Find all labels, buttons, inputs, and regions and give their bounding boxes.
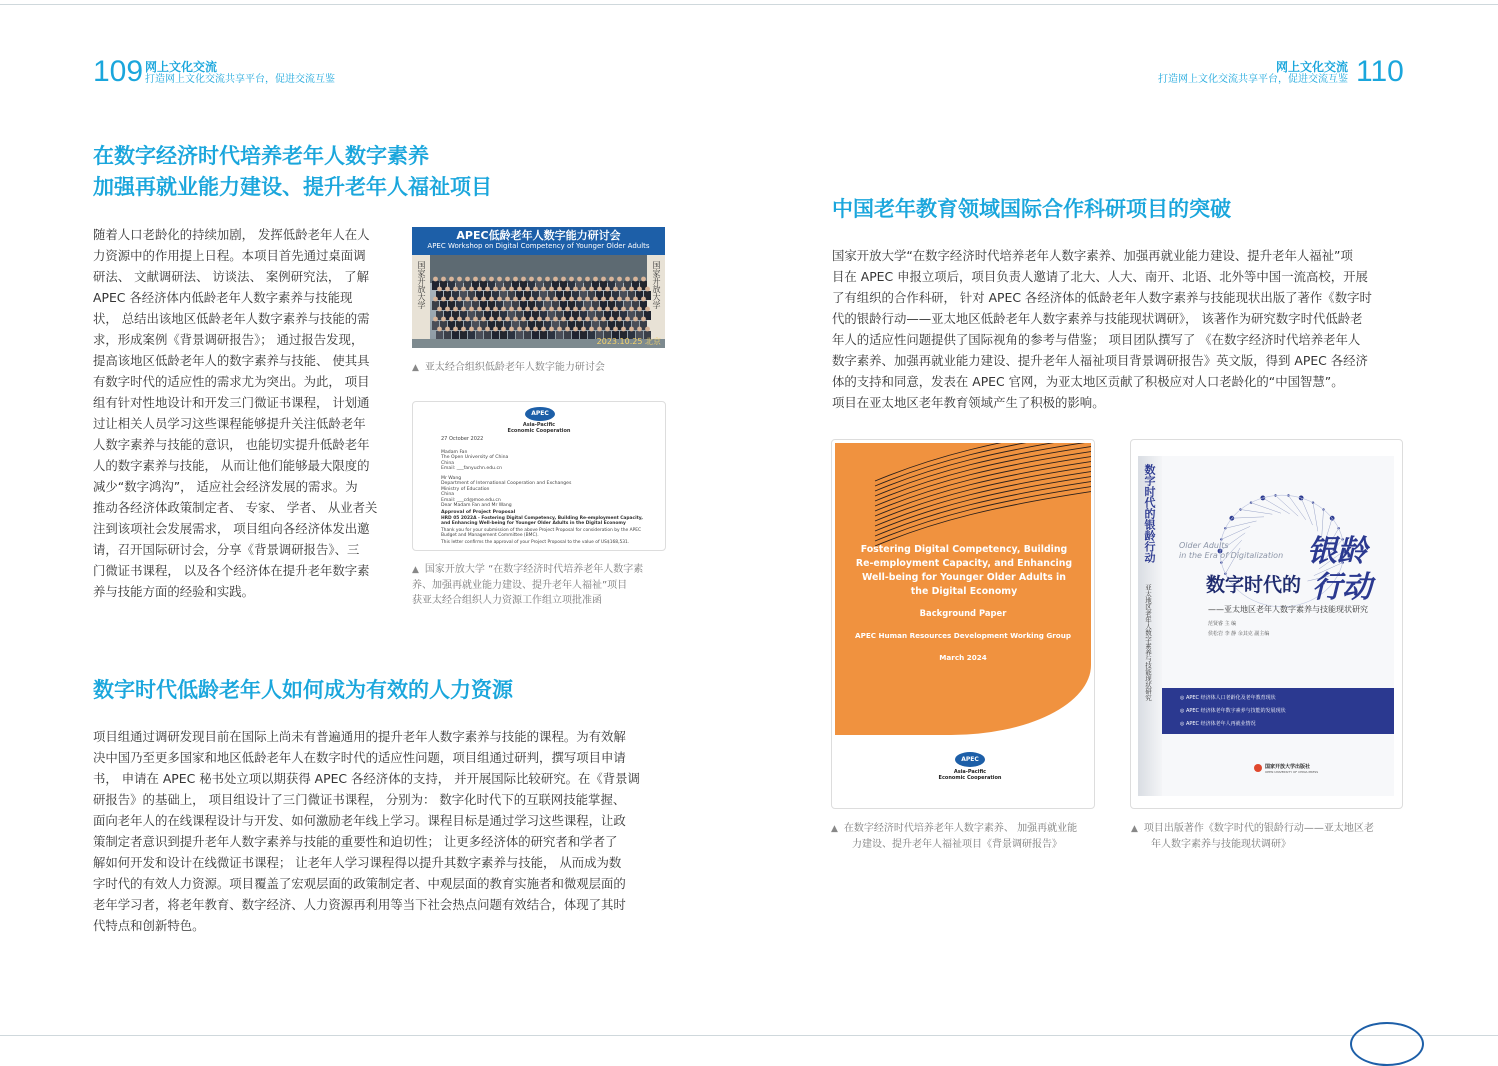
- right-body-line: 国家开放大学“在数字经济时代培养老年人数字素养、加强再就业能力建设、提升老年人福祉”项: [832, 248, 1353, 263]
- body2-line: 代特点和创新特色。: [93, 918, 205, 933]
- right-body-paragraph: [832, 245, 1402, 413]
- photo-banner-en: APEC Workshop on Digital Competency of Younger Older Adults: [427, 242, 650, 250]
- background-paper-cover-frame: [831, 439, 1095, 809]
- intro-line: 人数字素养与技能的意识， 也能切实提升低龄老年: [93, 437, 370, 452]
- letter-para1: Thank you for your submission of the above Project Proposal for consideration by the APEC Budget and Management Committee (BMC).: [441, 528, 642, 538]
- book-cover-frame: [1130, 439, 1403, 809]
- cover2-caption-line: 年人数字素养与技能现状调研》: [1151, 839, 1291, 850]
- left-heading-2: 数字时代低龄老年人如何成为有效的人力资源: [93, 678, 513, 702]
- body2-line: 项目组通过调研发现目前在国际上尚未有普遍通用的提升老年人数字素养与技能的课程。为有效解: [93, 729, 626, 744]
- photo-banner-cn: APEC低龄老年人数字能力研讨会: [456, 229, 621, 242]
- right-body-line: 数字素养、加强再就业能力建设、提升老年人福祉项目背景调研报告》英文版，得到 APEC 各经济: [832, 353, 1368, 368]
- letter-caption-line: 国家开放大学 “在数字经济时代培养老年人数字素: [424, 564, 644, 575]
- right-body-line: 体的支持和同意，发表在 APEC 官网，为亚太地区贡献了积极应对人口老龄化的“中国智慧”。: [832, 374, 1344, 389]
- book-en-line1: Older Adults: [1179, 541, 1229, 550]
- letter-apec-logo: APEC: [525, 407, 555, 421]
- right-heading: 中国老年教育领域国际合作科研项目的突破: [832, 197, 1231, 221]
- book-title-art-1: 银龄: [1307, 534, 1367, 569]
- photo-side-sign-left: 国家开放大学: [417, 261, 426, 309]
- body2-line: 决中国乃至更多国家和地区低龄老年人在数字时代的适应性问题，项目组通过研判，撰写项目申请: [93, 750, 626, 765]
- letter-subject-detail: HRD 05 2022A - Fostering Digital Competency, Building Re-employment Capacity, and Enhancing Well-being for Younger Older Adults in the Digital Economy: [441, 516, 643, 526]
- letter-address-2: [441, 476, 571, 503]
- intro-line: 力资源中的作用提上日程。本项目首先通过桌面调: [93, 248, 366, 263]
- right-body-line: 年人的适应性问题提供了国际视角的参考与借鉴； 项目团队撰写了 《在数字经济时代培养老年人: [832, 332, 1361, 347]
- cover1-date: March 2024: [939, 653, 987, 662]
- intro-line: 养与技能方面的经验和实践。: [93, 584, 255, 599]
- book-en-line2: in the Era of Digitalization: [1179, 551, 1284, 560]
- publisher-logo-icon: [1254, 764, 1262, 772]
- book-list-band: [1162, 688, 1394, 734]
- cover1-caption: [831, 821, 1106, 852]
- publisher-name: 国家开放大学出版社: [1265, 764, 1311, 770]
- cover1-title: Fostering Digital Competency, Building Re-employment Capacity, and Enhancing Well-being for Younger Older Adults in the Digital Economy: [855, 544, 1073, 597]
- cover1-caption-line: 力建设、提升老年人福祉项目《背景调研报告》: [852, 839, 1062, 850]
- intro-line: 推动各经济体政策制定者、 专家、 学者、 从业者关: [93, 500, 378, 515]
- letter-address-line: Email: ___fanyuchn.edu.cn: [441, 466, 502, 472]
- letter-para2: This letter confirms the approval of your Project Proposal to the value of US$168,531.: [441, 540, 630, 545]
- left-heading-line2: 加强再就业能力建设、提升老年人福祉项目: [93, 175, 492, 199]
- right-body-line: 目在 APEC 申报立项后，项目负责人邀请了北大、人大、南开、北语、北外等中国一流高校，开展: [832, 269, 1368, 284]
- intro-line: 状， 总结出该地区低龄老年人数字素养与技能的需: [93, 311, 370, 326]
- book-editors-1: 范贤睿 主 编: [1208, 621, 1237, 627]
- book-list-item: ◎ APEC 经济体人口老龄化及老年教育现状: [1180, 695, 1276, 701]
- photo-date-stamp: 2023.10.25 北京: [596, 337, 661, 346]
- left-body-paragraph-2: [93, 726, 666, 936]
- book-editors-2: 侯松岩 李 静 余其克 副主编: [1208, 631, 1270, 637]
- caption-triangle-icon: ▲: [412, 363, 419, 373]
- intro-line: 组有针对性地设计和开发三门微证书课程， 计划通: [93, 395, 370, 410]
- intro-line: 有数字时代的适应性的需求尤为突出。为此， 项目: [93, 374, 370, 389]
- book-list-item: ◎ APEC 经济体老年数字素养与技能的发展现状: [1180, 708, 1286, 714]
- book-title-art-2: 行动: [1312, 570, 1372, 605]
- letter-subject: Approval of Project Proposal: [441, 510, 516, 515]
- approval-letter-image: [412, 401, 666, 551]
- right-body-line: 了有组织的合作科研， 针对 APEC 各经济体的低龄老年人数字素养与技能现状出版了著作《数字时: [832, 290, 1372, 305]
- intro-line: 求，形成案例《背景调研报告》； 通过报告发现，: [93, 332, 364, 347]
- book-subtitle: ——亚太地区老年人数字素养与技能现状研究: [1208, 605, 1368, 614]
- left-intro-paragraph: [93, 224, 393, 602]
- intro-line: APEC 各经济体内低龄老年人数字素养与技能现: [93, 290, 353, 305]
- caption-triangle-icon: ▲: [412, 565, 419, 575]
- corner-decoration: [1350, 1022, 1424, 1066]
- cover1-caption-line: 在数字经济时代培养老年人数字素养、 加强再就业能: [843, 823, 1078, 834]
- body2-line: 解如何开发和设计在线微证书课程； 让老年人学习课程得以提升其数字素养与技能， 从而成为数: [93, 855, 622, 870]
- letter-caption-line: 养、加强再就业能力建设、提升老年人福祉”项目: [412, 580, 628, 591]
- body2-line: 研报告》的基础上， 项目组设计了三门微证书课程， 分别为： 数字化时代下的互联网技能掌握、: [93, 792, 626, 807]
- cover1-subtitle: Background Paper: [919, 608, 1007, 618]
- intro-line: 请，召开国际研讨会，分享《背景调研报告》、三: [93, 542, 360, 557]
- cover-wave-lines: [835, 443, 1091, 553]
- letter-caption-line: 获亚太经合组织人力资源工作组立项批准函: [412, 595, 602, 606]
- header-title-right: 网上文化交流: [1275, 60, 1348, 74]
- intro-line: 注到该项社会发展需求， 项目组向各经济体发出邀: [93, 521, 370, 536]
- body2-line: 老年学习者，将老年教育、数字经济、人力资源再利用等当下社会热点问题有效结合，体现了其时: [93, 897, 626, 912]
- header-subtitle-right: 打造网上文化交流共享平台，促进交流互鉴: [1158, 74, 1348, 85]
- intro-line: 过让相关人员学习这些课程能够提升关注低龄老年: [93, 416, 366, 431]
- left-heading-line1: 在数字经济时代培养老年人数字素养: [93, 144, 429, 168]
- right-body-line: 代的银龄行动——亚太地区低龄老年人数字素养与技能现状调研》， 该著作为研究数字时代低龄老: [832, 311, 1363, 326]
- cover1-group: APEC Human Resources Development Working Group: [855, 631, 1071, 640]
- body2-line: 书， 申请在 APEC 秘书处立项以期获得 APEC 各经济体的支持， 并开展国际比较研究。在《背景调: [93, 771, 640, 786]
- letter-address-line: China: [441, 492, 455, 498]
- cover1-org-line1: Asia-Pacific: [953, 769, 987, 775]
- letter-address-line: Mr Wang: [441, 476, 462, 481]
- spine-subtitle: 亚太地区老年人数字素养与技能现状研究: [1144, 584, 1152, 701]
- letter-date: 27 October 2022: [441, 436, 484, 442]
- letter-address-line: China: [441, 460, 455, 466]
- body2-line: 面向老年人的在线课程设计与开发、如何激励老年线上学习。课程目标是通过学习这些课程，让政: [93, 813, 626, 828]
- cover1-apec-logo: APEC: [955, 752, 985, 767]
- book-front: [1162, 456, 1394, 796]
- cover2-caption: [1131, 821, 1401, 852]
- letter-address-line: Madam Fan: [441, 450, 468, 455]
- photo-side-sign-right: 国家开放大学: [652, 261, 661, 309]
- cover2-caption-line: 项目出版著作《数字时代的银龄行动——亚太地区老: [1143, 823, 1374, 834]
- letter-caption: [412, 562, 672, 608]
- letter-address-line: Email: ___cd@moe.edu.cn: [441, 497, 501, 503]
- letter-address-line: The Open University of China: [441, 455, 509, 461]
- letter-org-line2: Economic Cooperation: [507, 428, 571, 434]
- photo-caption-text: 亚太经合组织低龄老年人数字能力研讨会: [424, 362, 605, 373]
- body2-line: 策制定者意识到提升老年人数字素养与技能的重要性和迫切性； 让更多经济体的研究者和学者了: [93, 834, 618, 849]
- intro-line: 门微证书课程， 以及各个经济体在提升老年数字素: [93, 563, 370, 578]
- book-title-main: 数字时代的: [1206, 574, 1302, 596]
- page-number-right: 110: [1356, 55, 1404, 88]
- intro-line: 研法、 文献调研法、 访谈法、 案例研究法， 了解: [93, 269, 369, 284]
- body2-line: 字时代的有效人力资源。项目覆盖了宏观层面的政策制定者、中观层面的教育实施者和微观层面的: [93, 876, 626, 891]
- intro-line: 人的数字素养与技能， 从而让他们能够最大限度的: [93, 458, 370, 473]
- workshop-photo: [412, 227, 665, 348]
- right-body-line: 项目在亚太地区老年教育领域产生了积极的影响。: [832, 395, 1105, 410]
- letter-address-line: Ministry of Education: [441, 486, 490, 492]
- spine-title: 数字时代的银龄行动: [1143, 464, 1156, 563]
- letter-address-line: Department of International Cooperation and Exchanges: [441, 481, 572, 487]
- photo-caption: [412, 360, 667, 376]
- page-number-left: 109: [93, 55, 144, 88]
- letter-greeting: Dear Madam Fan and Mr Wang: [441, 503, 512, 508]
- caption-triangle-icon: ▲: [831, 824, 838, 834]
- bottom-rule: [0, 1035, 1498, 1036]
- caption-triangle-icon: ▲: [1131, 824, 1138, 834]
- letter-org-line1: Asia-Pacific: [522, 422, 556, 428]
- book-list-item: ◎ APEC 经济体老年人再就业情况: [1180, 721, 1256, 727]
- header-subtitle-left: 打造网上文化交流共享平台，促进交流互鉴: [145, 74, 335, 85]
- publisher-name-en: OPEN UNIVERSITY OF CHINA PRESS: [1265, 770, 1319, 774]
- top-rule: [0, 4, 1498, 5]
- book-spine: [1138, 456, 1162, 796]
- intro-line: 随着人口老龄化的持续加剧， 发挥低龄老年人在人: [93, 227, 370, 242]
- letter-address-1: [441, 450, 508, 472]
- cover1-org-line2: Economic Cooperation: [938, 775, 1002, 781]
- header-title-left: 网上文化交流: [145, 60, 218, 74]
- intro-line: 提高该地区低龄老年人的数字素养与技能、 使其具: [93, 353, 370, 368]
- intro-line: 减少“数字鸿沟”， 适应社会经济发展的需求。为: [93, 479, 358, 494]
